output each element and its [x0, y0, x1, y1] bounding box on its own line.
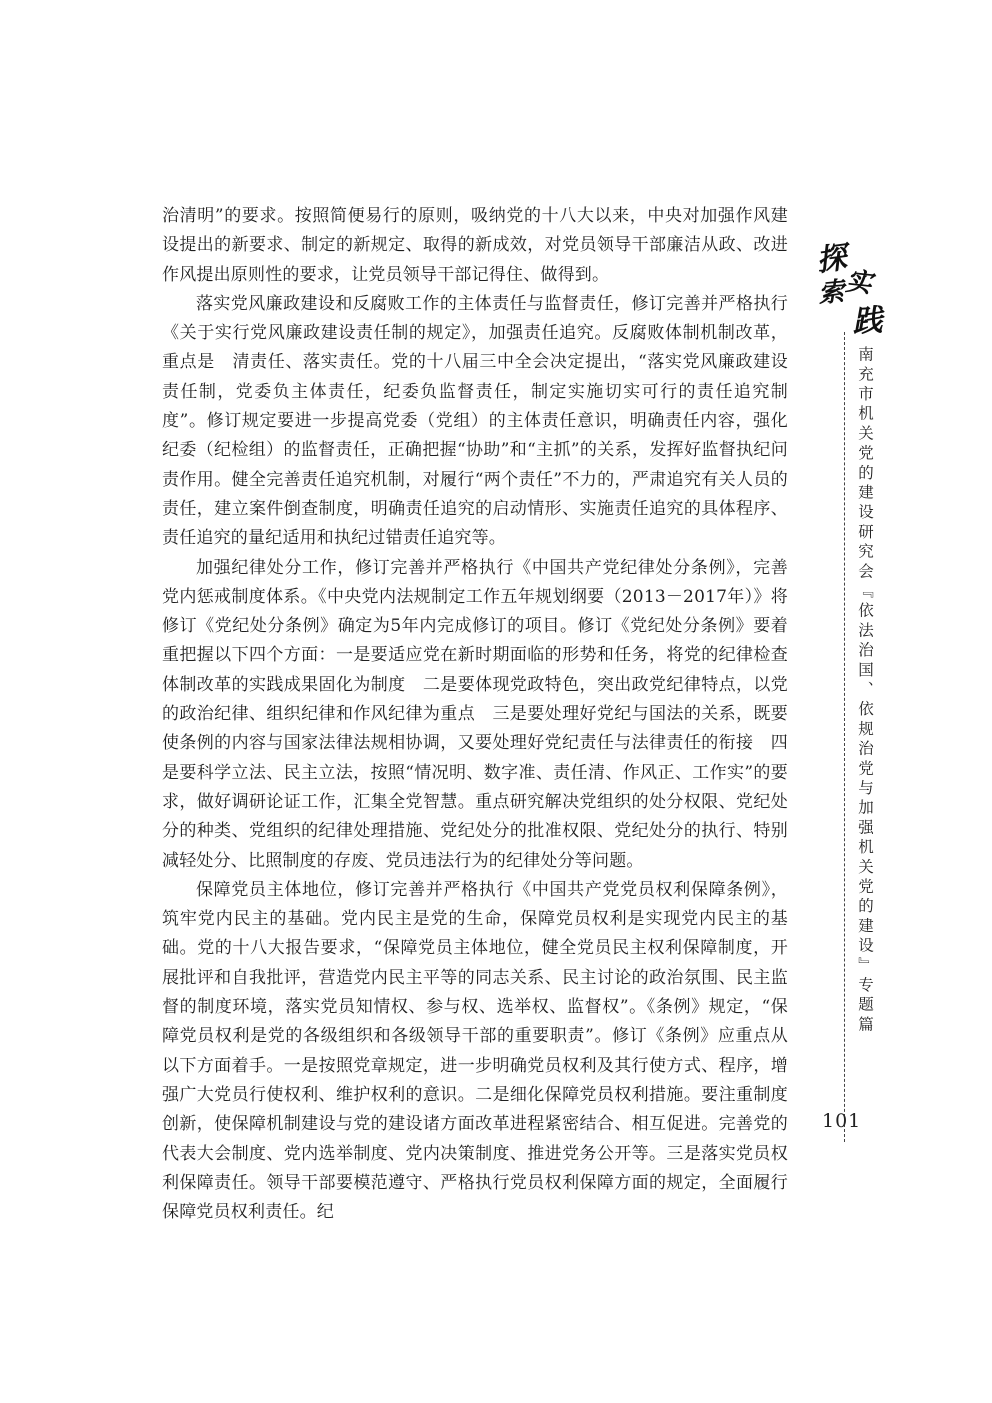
- sidebar: [812, 232, 882, 1152]
- paragraph-3: 加强纪律处分工作，修订完善并严格执行《中国共产党纪律处分条例》，完善党内惩戒制度体系。《中央党内法规制定工作五年规划纲要（2013－2017年）》将修订《党纪处分条例》确定为5年内完成修订的项目。修订《党纪处分条例》要着重把握以下四个方面：一是要适应党在新时期面临的形势和任务，将党的纪律检查体制改革的实践成果固化为制度 二是要体现党政特色，突出政党纪律特点，以党的政治纪律、组织纪律和作风纪律为重点 三是要处理好党纪与国法的关系，既要使条例的内容与国家法律法规相协调，又要处理好党纪责任与法律责任的衔接 四是要科学立法、民主立法，按照“情况明、数字准、责任清、作风正、工作实”的要求，做好调研论证工作，汇集全党智慧。重点研究解决党组织的处分权限、党纪处分的种类、党组织的纪律处理措施、党纪处分的批准权限、党纪处分的执行、特别减轻处分、比照制度的存废、党员违法行为的纪律处分等问题。: [162, 557, 788, 871]
- logo-char-1: 探: [814, 240, 849, 279]
- paragraph-2: 落实党风廉政建设和反腐败工作的主体责任与监督责任，修订完善并严格执行《关于实行党风廉政建设责任制的规定》，加强责任追究。反腐败体制机制改革，重点是 清责任、落实责任。党的十八届三中全会决定提出，“落实党风廉政建设责任制，党委负主体责任，纪委负监督责任，制定实施切实可行的责任追究制度”。修订规定要进一步提高党委（党组）的主体责任意识，明确责任内容，强化纪委（纪检组）的监督责任，正确把握“协助”和“主抓”的关系，发挥好监督执纪问责作用。健全完善责任追究机制，对履行“两个责任”不力的，严肃追究有关人员的责任，建立案件倒查制度，明确责任追究的启动情形、实施责任追究的具体程序、责任追究的量纪适用和执纪过错责任追究等。: [162, 293, 788, 549]
- paragraph-1: 治清明”的要求。按照简便易行的原则，吸纳党的十八大以来，中央对加强作风建设提出的新要求、制定的新规定、取得的新成效，对党员领导干部廉洁从政、改进作风提出原则性的要求，让党员领导干部记得住、做得到。: [162, 206, 788, 285]
- dashed-divider: [844, 332, 845, 1142]
- logo-char-4: 践: [851, 302, 884, 340]
- body-text: [162, 202, 788, 1227]
- paragraph-4: 保障党员主体地位，修订完善并严格执行《中国共产党党员权利保障条例》，筑牢党内民主的基础。党内民主是党的生命，保障党员权利是实现党内民主的基础。党的十八大报告要求，“保障党员主体地位，健全党员民主权利保障制度，开展批评和自我批评，营造党内民主平等的同志关系、民主讨论的政治氛围、民主监督的制度环境，落实党员知情权、参与权、选举权、监督权”。《条例》规定，“保障党员权利是党的各级组织和各级领导干部的重要职责”。修订《条例》应重点从以下方面着手。一是按照党章规定，进一步明确党员权利及其行使方式、程序，增强广大党员行使权利、维护权利的意识。二是细化保障党员权利措施。要注重制度创新，使保障机制建设与党的建设诸方面改革进程紧密结合、相互促进。完善党的代表大会制度、党内选举制度、党内决策制度、推进党务公开等。三是落实党员权利保障责任。领导干部要模范遵守、严格执行党员权利保障方面的规定，全面履行保障党员权利责任。纪: [162, 879, 788, 1223]
- calligraphy-logo: [812, 232, 884, 340]
- page-number: 101: [822, 1110, 862, 1132]
- logo-char-3: 实: [844, 266, 874, 300]
- logo-char-2: 索: [816, 276, 846, 310]
- section-title-vertical: 南充市机关党的建设研究会『依法治国、依规治党与加强机关党的建设』专题篇: [856, 346, 874, 1036]
